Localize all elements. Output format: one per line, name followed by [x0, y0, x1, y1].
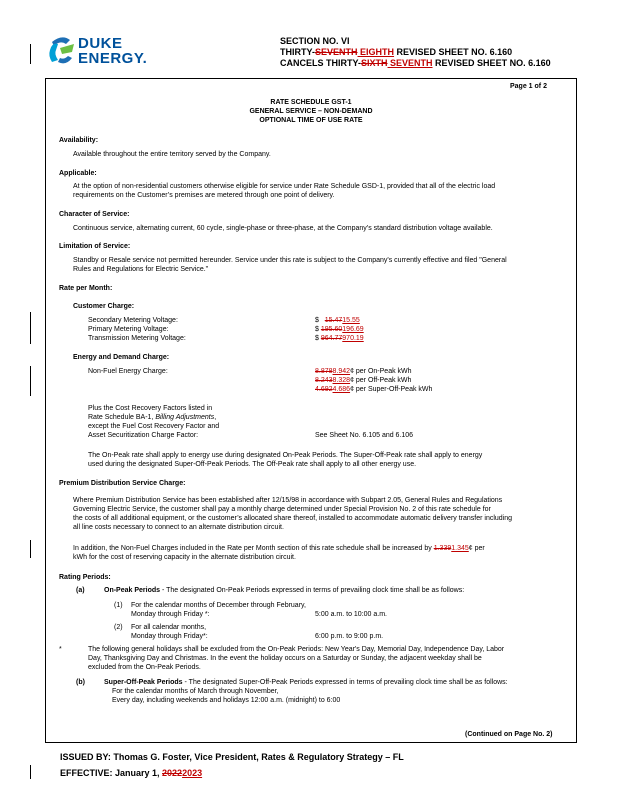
continued-note: (Continued on Page No. 2) [465, 731, 553, 738]
rating-periods-heading: Rating Periods: [59, 574, 111, 581]
rate-heading: Rate per Month: [59, 285, 113, 292]
rate-title: RATE SCHEDULE GST-1 GENERAL SERVICE – NON-DEMAND OPTIONAL TIME OF USE RATE [249, 99, 373, 124]
revision-bar [30, 540, 31, 558]
applicable-heading: Applicable: [59, 170, 97, 177]
customer-charge-labels: Secondary Metering Voltage: Primary Metering Voltage: Transmission Metering Voltage: [88, 317, 186, 342]
holiday-asterisk: * [59, 646, 62, 653]
item-b-marker: (b) [76, 679, 85, 686]
item-2-text: For all calendar months, Monday through Friday*: [131, 624, 208, 640]
item-2-marker: (2) [114, 624, 123, 631]
issued-by: ISSUED BY: Thomas G. Foster, Vice President, Rates & Regulatory Strategy – FL [60, 752, 404, 762]
item-a-marker: (a) [76, 587, 85, 594]
item-2-time: 6:00 p.m. to 9:00 p.m. [315, 633, 384, 640]
logo-text-energy: ENERGY. [78, 50, 148, 67]
character-heading: Character of Service: [59, 211, 130, 218]
revision-bar [30, 312, 31, 344]
limitation-heading: Limitation of Service: [59, 243, 131, 250]
peak-rate-note: The On-Peak rate shall apply to energy use during designated On-Peak Periods. The Super-Off-Peak rate shall apply to energy used during the designated Super-Off-Peak Periods. The Off-Peak rate shall apply to all other energy use. [88, 452, 483, 468]
customer-charge-values: $ 15.4715.55 $ 195.60196.69 $ 964.77970.19 [315, 317, 364, 342]
character-text: Continuous service, alternating current, 60 cycle, single-phase or three-phase, at the Company’s standard distribution voltage available. [73, 225, 493, 232]
limitation-text: Standby or Resale service not permitted hereunder. Service under this rate is subject to the Company's currently effective and filed "General Rules and Regulations for Electric Service." [73, 257, 507, 273]
cancels-sheet-line: CANCELS THIRTY-SIXTH SEVENTH REVISED SHEET NO. 6.160 [280, 58, 551, 68]
on-peak-periods: On-Peak Periods - The designated On-Peak Periods expressed in terms of prevailing clock time shall be as follows: [104, 587, 465, 594]
premium-text: Where Premium Distribution Service has been established after 12/15/98 in accordance with Subpart 2.05, General Rules and Regulations Governing Electric Service, the customer shall pay a monthly charge determined under Special Provision No. 2 of this rate schedule for the costs of all additional equipment, or the customer’s allocated share thereof, installed to accommodate automatic delivery transfer including all line costs necessary to connect to an alternate distribution circuit. [73, 497, 513, 531]
revision-bar [30, 765, 31, 779]
item-1-text: For the calendar months of December through February, Monday through Friday *: [131, 602, 306, 618]
sheet-header [280, 36, 580, 69]
customer-charge-heading: Customer Charge: [73, 303, 135, 310]
non-fuel-label: Non-Fuel Energy Charge: [88, 368, 168, 375]
cost-recovery-text: Plus the Cost Recovery Factors listed in Rate Schedule BA-1, Billing Adjustments, except the Fuel Cost Recovery Factor and Asset Securitization Charge Factor: [88, 405, 220, 439]
item-1-time: 5:00 a.m. to 10:00 a.m. [315, 611, 387, 618]
revision-bar [30, 44, 31, 64]
non-fuel-values: 8.8788.942¢ per On-Peak kWh 8.2438.328¢ per Off-Peak kWh 4.6924.686¢ per Super-Off-Peak kWh [315, 368, 433, 393]
applicable-text: At the option of non-residential customers otherwise eligible for service under Rate Schedule GSD-1, provided that all of the electric load requirements on the Customer’s premises are metered through one point of delivery. [73, 183, 496, 199]
item-1-marker: (1) [114, 602, 123, 609]
premium-increase-text: In addition, the Non-Fuel Charges included in the Rate per Month section of this rate schedule shall be increased by 1.3391.345¢ per kWh for the cost of reserving capacity in the alternate distribution circuit. [73, 545, 485, 561]
energy-demand-heading: Energy and Demand Charge: [73, 354, 170, 361]
holiday-text: The following general holidays shall be excluded from the On-Peak Periods: New Year's Day, Memorial Day, Independence Day, Labor Day, Thanksgiving Day and Christmas. In the event the holiday occurs on a Saturday or Sunday, the adjacent weekday shall be excluded from the On-Peak Periods. [88, 646, 505, 671]
super-off-peak-periods: Super-Off-Peak Periods - The designated Super-Off-Peak Periods expressed in terms of prevailing clock time shall be as follows: For the calendar months of March through November, Every day, including weekends and holidays 12:00 a.m. (midnight) to 6:00 [104, 679, 508, 704]
logo-mark-icon [48, 34, 76, 68]
duke-energy-logo [48, 34, 158, 70]
availability-text: Available throughout the entire territory served by the Company. [73, 151, 271, 158]
page-number: Page 1 of 2 [510, 83, 547, 90]
logo-text-duke: DUKE [78, 35, 123, 52]
revision-bar [30, 366, 31, 396]
availability-heading: Availability: [59, 137, 99, 144]
premium-heading: Premium Distribution Service Charge: [59, 480, 186, 487]
section-number: SECTION NO. VI [280, 36, 350, 46]
effective-date: EFFECTIVE: January 1, 20222023 [60, 768, 203, 778]
see-sheet-ref: See Sheet No. 6.105 and 6.106 [315, 432, 414, 439]
revised-sheet-line: THIRTY-SEVENTH EIGHTH REVISED SHEET NO. 6.160 [280, 47, 513, 57]
